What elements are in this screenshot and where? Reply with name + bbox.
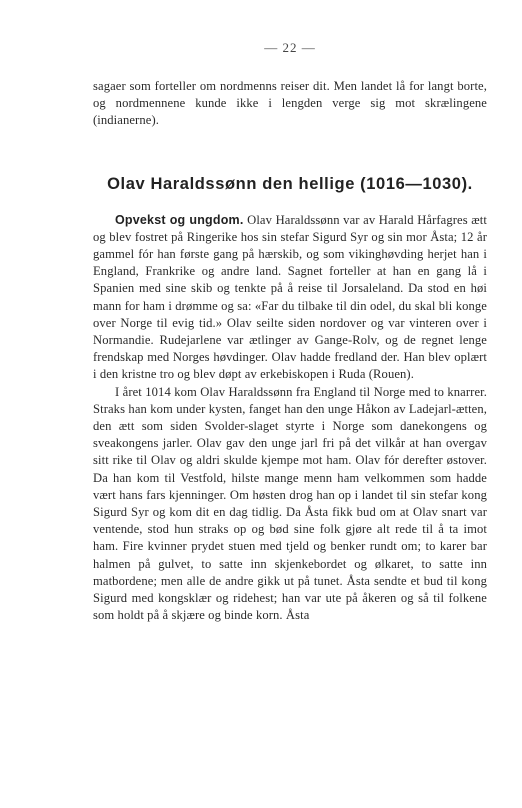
section-paragraph-1-text: Olav Haraldssønn var av Harald Hårfagres ætt og blev fostret på Ringerike hos sin stefar Sigurd Syr og sin mor Åsta; 12 år gammel fór han første gang på hærskib, og som vikinghøvding herjet han i England, Frankrike og andre land. Sagnet forteller at han en gang lå i Spanien med sine skib og tenkte på å reise til Jorsaleland. Da stod en høi mann for ham i drømme og sa: «Far du tilbake til din odel, du skal bli konge over Norge til evig tid.» Olav seilte siden nordover og var vinteren over i Normandie. Rudejarlene var ætlinger av Gange-Rolv, og de regnet lenge frendskap med Norges høvdinger. Olav hadde fredland der. Han blev oplært i den kristne tro og blev døpt av erkebiskopen i Ruda (Rouen). — [93, 212, 488, 382]
page-number: — 22 — — [264, 40, 316, 55]
chapter-title: Olav Haraldssønn den hellige (1016—1030). — [107, 174, 473, 193]
section-paragraph-1 — [93, 212, 487, 384]
section-heading: Opvekst og ungdom. — [115, 212, 244, 227]
book-page — [93, 40, 487, 624]
section-paragraph-2: I året 1014 kom Olav Haraldssønn fra England til Norge med to knarrer. Straks han kom under kysten, fanget han den unge Håkon av Ladejarl-ætten, den ætt som siden Svolder-slaget styrte i Norge som danekongens og sveakongens jarler. Olav gav den unge jarl fri på det vilkår at han overgav sitt rike til Olav og aldri skulde kjempe mot ham. Olav fór derefter østover. Da han kom til Vestfold, hilste mange menn ham velkommen som hadde vært hans fars kjenninger. Om høsten drog han op i landet til sin stefar kong Sigurd Syr og kom dit en dag tidlig. Da Åsta fikk bud om at Olav snart var ventende, stod hun straks op og bød sine folk gjøre alt rede til å ta imot ham. Fire kvinner prydet stuen med tjeld og benker rundt om; to karer bar halmen på gulvet, to satte inn skjenkebordet og ølkaret, to satte inn matbordene; men alle de andre gikk ut på tunet. Åsta sendte et bud til kong Sigurd med kongsklær og ridehest; han var ute på åkeren og så til folkene som holdt på å skjære og binde korn. Åsta — [93, 384, 487, 623]
intro-paragraph: sagaer som forteller om nordmenns reiser dit. Men landet lå for langt borte, og nordmennene kunde ikke i lengden verge sig mot skrælingene (indianerne). — [93, 79, 487, 128]
